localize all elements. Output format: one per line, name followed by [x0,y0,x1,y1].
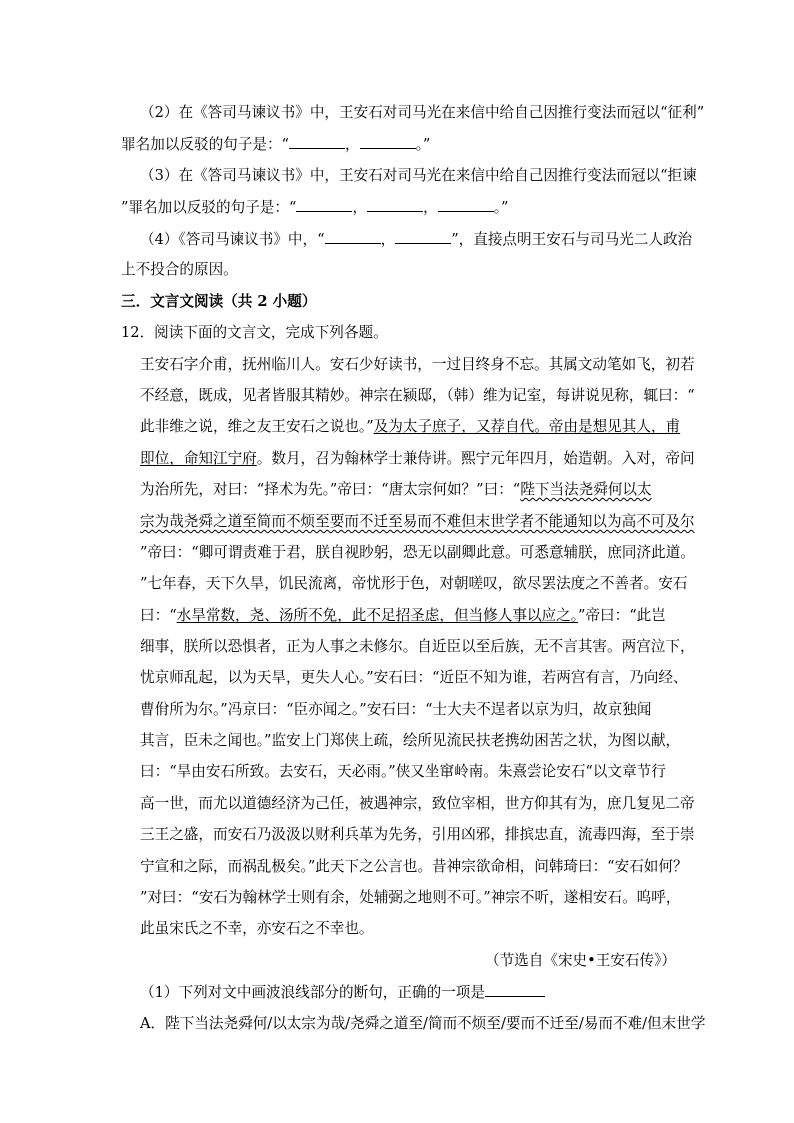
q4-line1: （4）《答司马谏议书》中，“ ， ”，直接点明王安石与司马光二人政治 [140,231,693,248]
q4-line2: 上不投合的原因。 [121,261,238,278]
underlined-sentence: 及为太子庶子，又荐自代。帝由是想见其人，甫 [373,418,681,435]
passage-line: 曰：“水旱常数，尧、汤所不免，此不足招圣虑，但当修人事以应之。”帝曰：“此岂 [140,607,666,624]
answer-blank[interactable] [325,229,381,244]
passage-line: ”对曰：“安石为翰林学士则有余，处辅弼之地则不可。”神宗不听，遂相安石。呜呼， [140,889,681,906]
answer-blank[interactable] [289,134,345,149]
q2-line1: （2）在《答司马谏议书》中，王安石对司马光在来信中给自己因推行变法而冠以“征利” [140,104,705,121]
passage-line: 三王之盛，而安石乃汲汲以财利兵革为先务，引用凶邪，排摈忠直，流毒四海，至于崇 [140,826,695,843]
passage-source: （节选自《宋史•王安石传》） [484,952,676,969]
q2-line2: 罪名加以反驳的句子是：“ ， 。” [121,136,431,153]
answer-blank[interactable] [367,197,423,212]
passage-line: 忧京师乱起，以为天旱，更失人心。”安石曰：“近臣不知为谁，若两宫有言，乃向经、 [140,669,688,686]
option-a[interactable]: A．陛下当法尧舜何/以太宗为哉/尧舜之道至/简而不烦至/要而不迁至/易而不难/但末世学 [140,1015,706,1032]
passage-line: 王安石字介甫，抚州临川人。安石少好读书，一过目终身不忘。其属文动笔如飞，初若 [140,356,695,373]
q12-prompt: 12．阅读下面的文言文，完成下列各题。 [121,324,388,341]
passage-line [140,512,695,532]
wavy-underlined-passage: 宗为哉尧舜之道至简而不烦至要而不迁至易而不难但末世学者不能通知以为高不可及尔 [140,513,695,530]
passage-line: ”帝曰：“卿可谓责难于君，朕自视眇躬，恐无以副卿此意。可悉意辅朕，庶同济此道。 [140,544,695,561]
q3-line2: ”罪名加以反驳的句子是：“ ， ， 。” [121,199,509,216]
underlined-sentence: 即位，命知江宁府 [140,450,257,467]
passage-line: 高一世，而尤以道德经济为己任，被遇神宗，致位宰相，世方仰其有为，庶几复见二帝 [140,795,695,812]
section-heading: 三．文言文阅读（共 2 小题） [121,293,317,310]
passage-line: 不经意，既成，见者皆服其精妙。神宗在颍邸，（韩）维为记室，每讲说见称，辄曰：“ [140,387,695,404]
underlined-sentence: 水旱常数，尧、汤所不免，此不足招圣虑，但当修人事以应之。 [176,607,578,624]
passage-line: 其言，臣未之闻也。”监安上门郑侠上疏，绘所见流民扶老携幼困苦之状，为图以献， [140,732,681,749]
answer-blank[interactable] [395,229,451,244]
passage-line: 细事，朕所以恐惧者，正为人事之未修尔。自近臣以至后族，无不言其害。两宫泣下， [140,638,695,655]
answer-blank[interactable] [438,197,494,212]
answer-blank[interactable] [485,982,545,997]
passage-line: 曹佾所为尔。”冯京曰：“臣亦闻之。”安石曰：“士大夫不逞者以京为归，故京独闻 [140,701,652,718]
q3-line1: （3）在《答司马谏议书》中，王安石对司马光在来信中给自己因推行变法而冠以“拒谏 [140,167,697,184]
passage-line: 此虽宋氏之不幸，亦安石之不幸也。 [140,920,374,937]
wavy-underlined-passage: 陛下当法尧舜何以太 [520,481,652,498]
answer-blank[interactable] [296,197,352,212]
passage-line: 此非维之说，维之友王安石之说也。”及为太子庶子，又荐自代。帝由是想见其人，甫 [140,418,681,435]
sub-question-1: （1）下列对文中画波浪线部分的断句，正确的一项是 [140,982,545,1003]
passage-line: 即位，命知江宁府。数月，召为翰林学士兼侍讲。熙宁元年四月，始造朝。入对，帝问 [140,450,695,467]
passage-line: 为治所先，对曰：“择术为先。”帝曰：“唐太宗何如？”曰：“陛下当法尧舜何以太 [140,481,652,498]
passage-line: 曰：“旱由安石所致。去安石，天必雨。”侠又坐窜岭南。朱熹尝论安石“以文章节行 [140,763,666,780]
passage-line: ”七年春，天下久旱，饥民流离，帝忧形于色，对朝嗟叹，欲尽罢法度之不善者。安石 [140,575,688,592]
passage-line: 宁宣和之际，而祸乱极矣。”此天下之公言也。昔神宗欲命相，问韩琦曰：“安石如何？ [140,858,688,875]
answer-blank[interactable] [360,134,416,149]
